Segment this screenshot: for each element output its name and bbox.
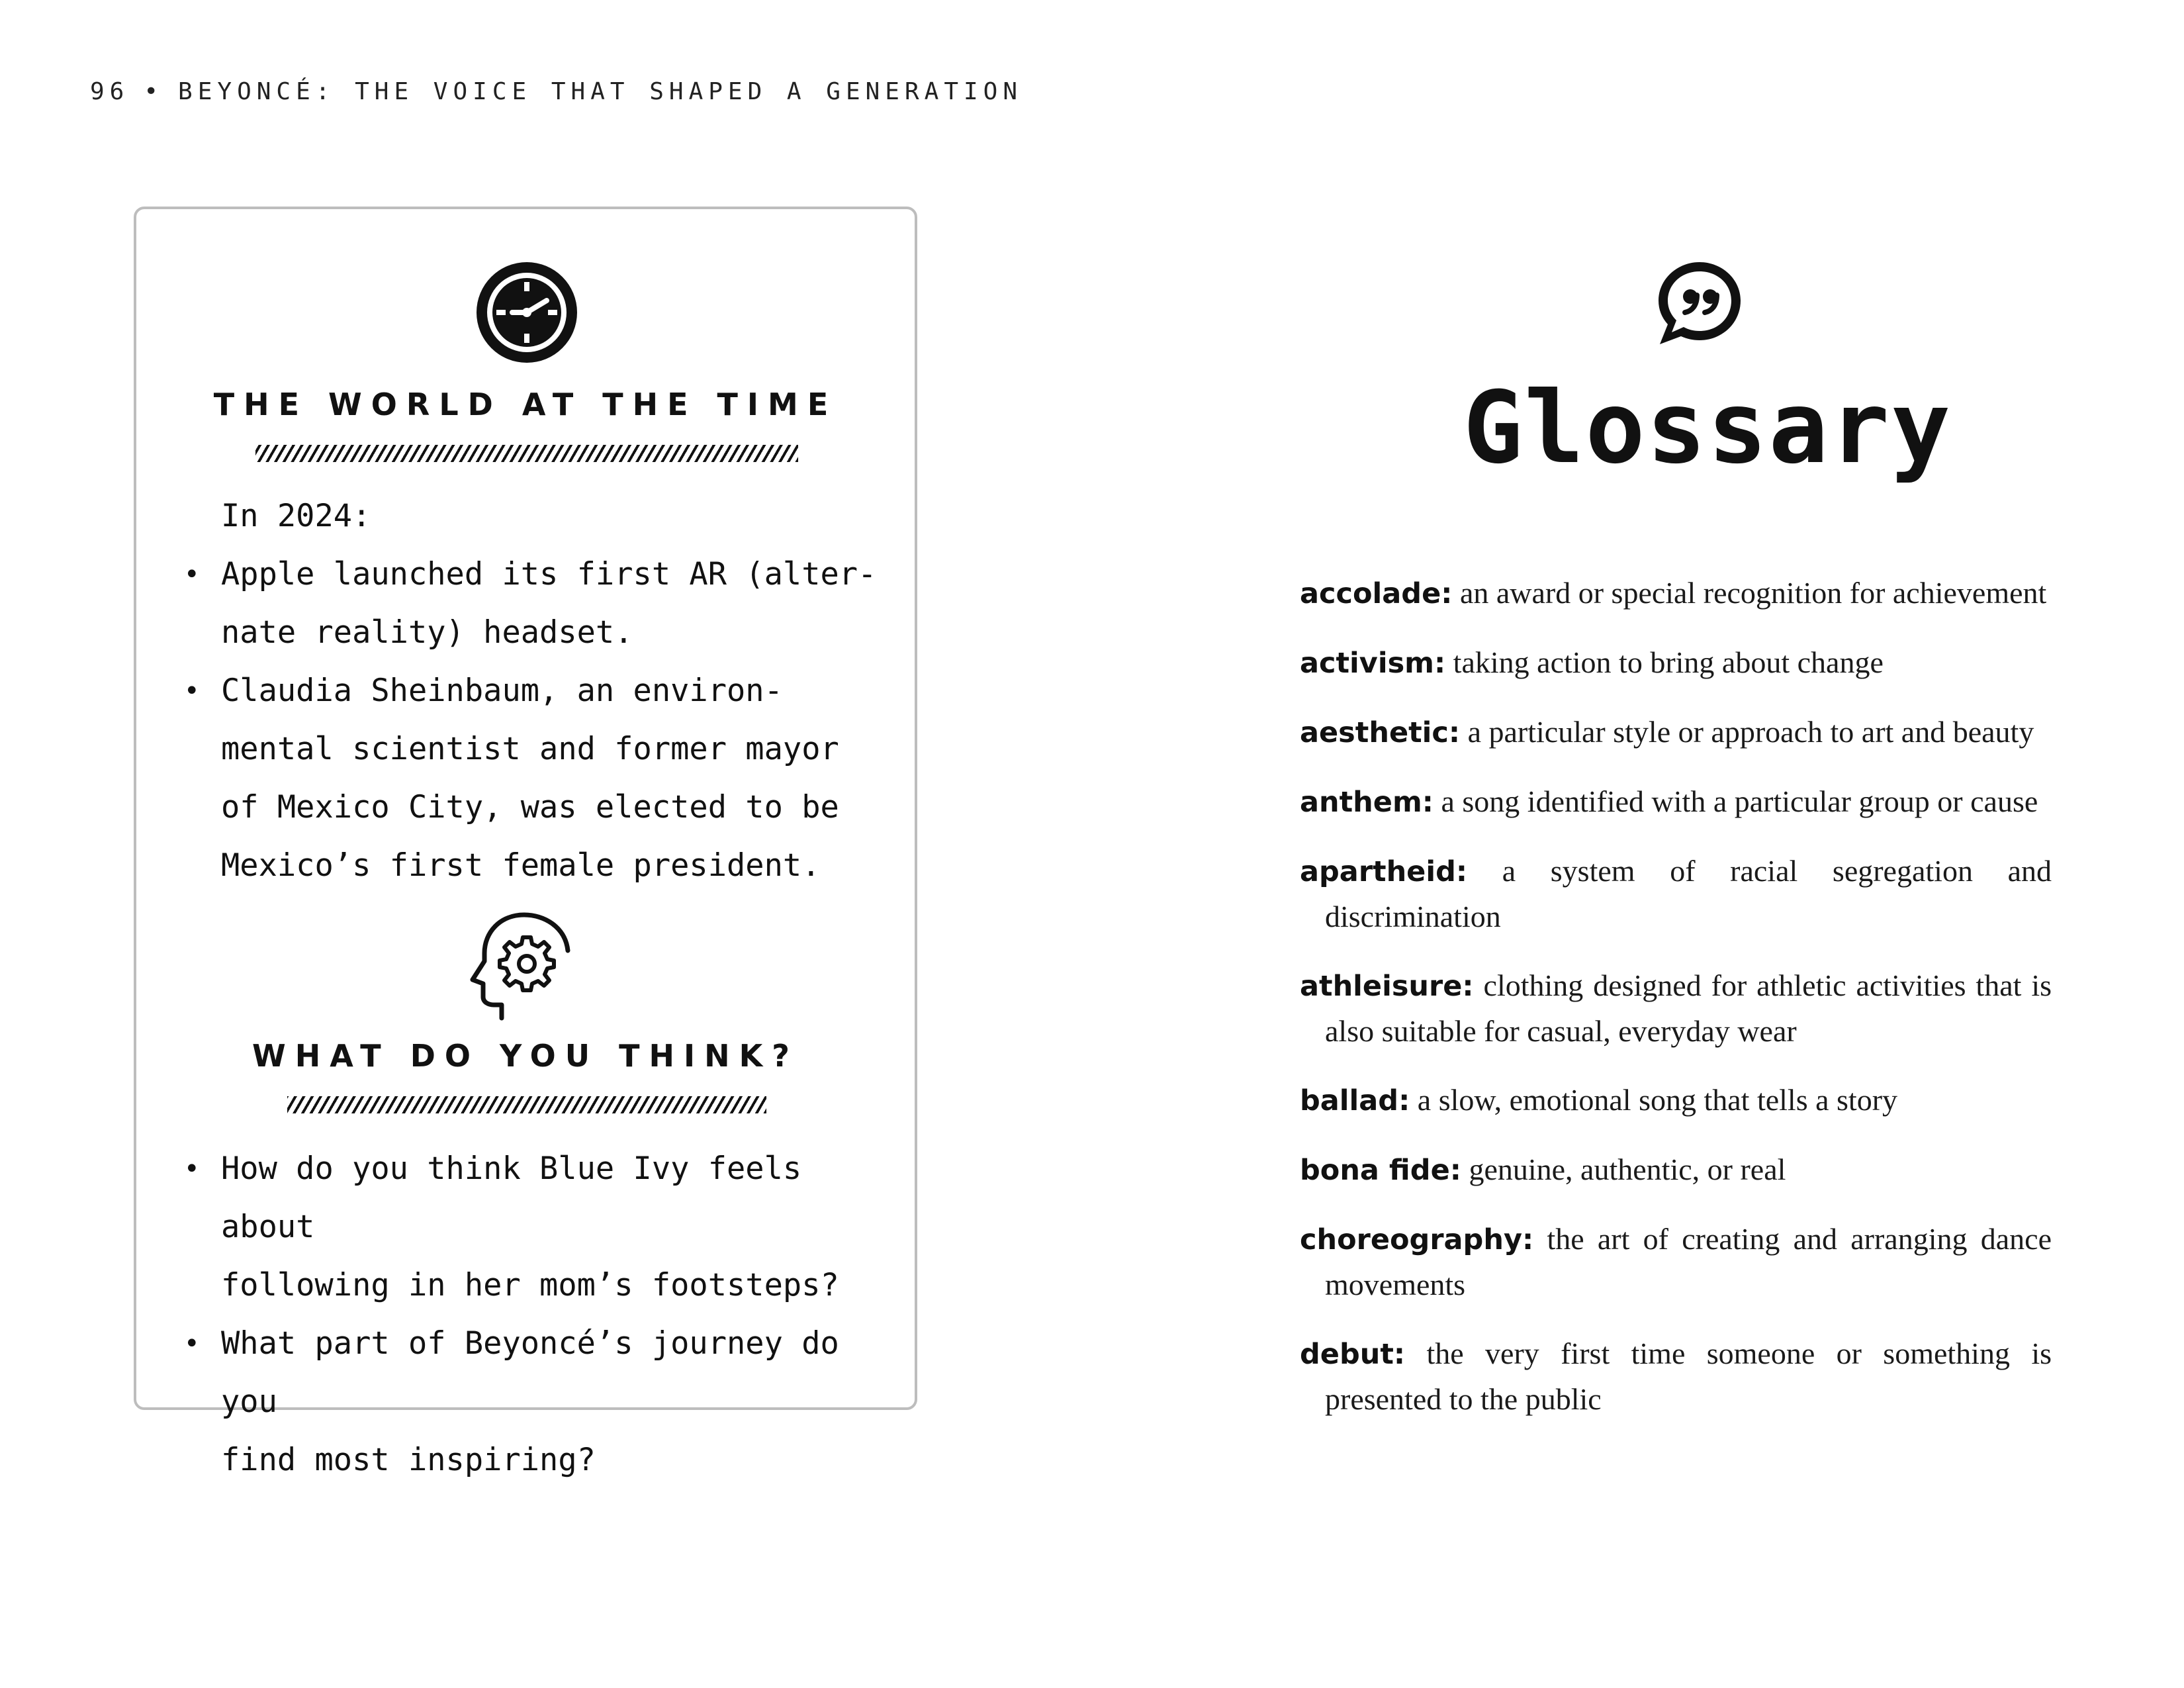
glossary-definition: the very first time someone or something is presented to the public: [1325, 1336, 2052, 1416]
glossary-definition: an award or special recognition for achievement: [1459, 576, 2047, 610]
glossary-entry: [1300, 1217, 2052, 1307]
glossary-definition: a slow, emotional song that tells a story: [1417, 1083, 1898, 1117]
glossary-definition: a song identified with a particular group or cause: [1441, 784, 2038, 818]
glossary-definition: taking action to bring about change: [1453, 645, 1884, 679]
world-bullet-list: [136, 545, 878, 895]
glossary-term: choreography:: [1300, 1223, 1534, 1256]
glossary-entry: [1300, 571, 2052, 616]
glossary-entry: [1300, 849, 2052, 939]
quote-bubble-icon: [1653, 257, 1746, 352]
glossary-entry: [1300, 710, 2052, 755]
glossary-term: athleisure:: [1300, 970, 1474, 1003]
think-heading: WHAT DO YOU THINK?: [252, 1038, 799, 1074]
head-gear-icon: [469, 912, 580, 1023]
world-intro: In 2024:: [221, 498, 371, 534]
world-bullet-item: • Apple launched its first AR (alter- nate reality) headset.: [136, 545, 878, 662]
glossary-term: aesthetic:: [1300, 716, 1461, 749]
clock-icon: [474, 259, 580, 368]
glossary-term: apartheid:: [1300, 855, 1468, 888]
glossary-definition: a particular style or approach to art and beauty: [1467, 715, 2034, 749]
think-bullet-item: • What part of Beyoncé’s journey do you find most inspiring?: [136, 1315, 878, 1489]
glossary-entry: [1300, 640, 2052, 686]
page-number: 96: [90, 78, 130, 105]
glossary-title: Glossary: [1463, 371, 1952, 486]
think-bullet-item: • How do you think Blue Ivy feels about following in her mom’s footsteps?: [136, 1140, 878, 1315]
glossary-entry: [1300, 963, 2052, 1054]
think-heading-underline: [287, 1096, 766, 1113]
glossary-term: activism:: [1300, 647, 1446, 680]
glossary-term: bona fide:: [1300, 1154, 1461, 1187]
world-heading: THE WORLD AT THE TIME: [213, 387, 838, 422]
glossary-list: [1300, 571, 2052, 1446]
glossary-term: ballad:: [1300, 1084, 1410, 1117]
think-bullet-list: [136, 1140, 878, 1489]
glossary-entry: [1300, 1331, 2052, 1422]
world-heading-underline: [255, 445, 798, 462]
glossary-entry: [1300, 1078, 2052, 1123]
glossary-definition: a system of racial segregation and discrimination: [1325, 854, 2052, 933]
running-head: [90, 78, 1023, 105]
world-bullet-item: • Claudia Sheinbaum, an environ- mental scientist and former mayor of Mexico City, was elected to be Mexico’s first female president.: [136, 662, 878, 895]
glossary-definition: the art of creating and arranging dance movements: [1325, 1222, 2052, 1301]
glossary-term: anthem:: [1300, 786, 1433, 819]
book-title: BEYONCÉ: THE VOICE THAT SHAPED A GENERATION: [178, 78, 1023, 105]
sidebar-box: [134, 207, 917, 1478]
glossary-entry: [1300, 1147, 2052, 1193]
header-separator: •: [144, 78, 164, 105]
glossary-definition: clothing designed for athletic activities that is also suitable for casual, everyday wear: [1325, 968, 2052, 1048]
glossary-term: debut:: [1300, 1338, 1406, 1371]
glossary-entry: [1300, 779, 2052, 825]
glossary-term: accolade:: [1300, 577, 1453, 610]
glossary-definition: genuine, authentic, or real: [1469, 1152, 1786, 1186]
